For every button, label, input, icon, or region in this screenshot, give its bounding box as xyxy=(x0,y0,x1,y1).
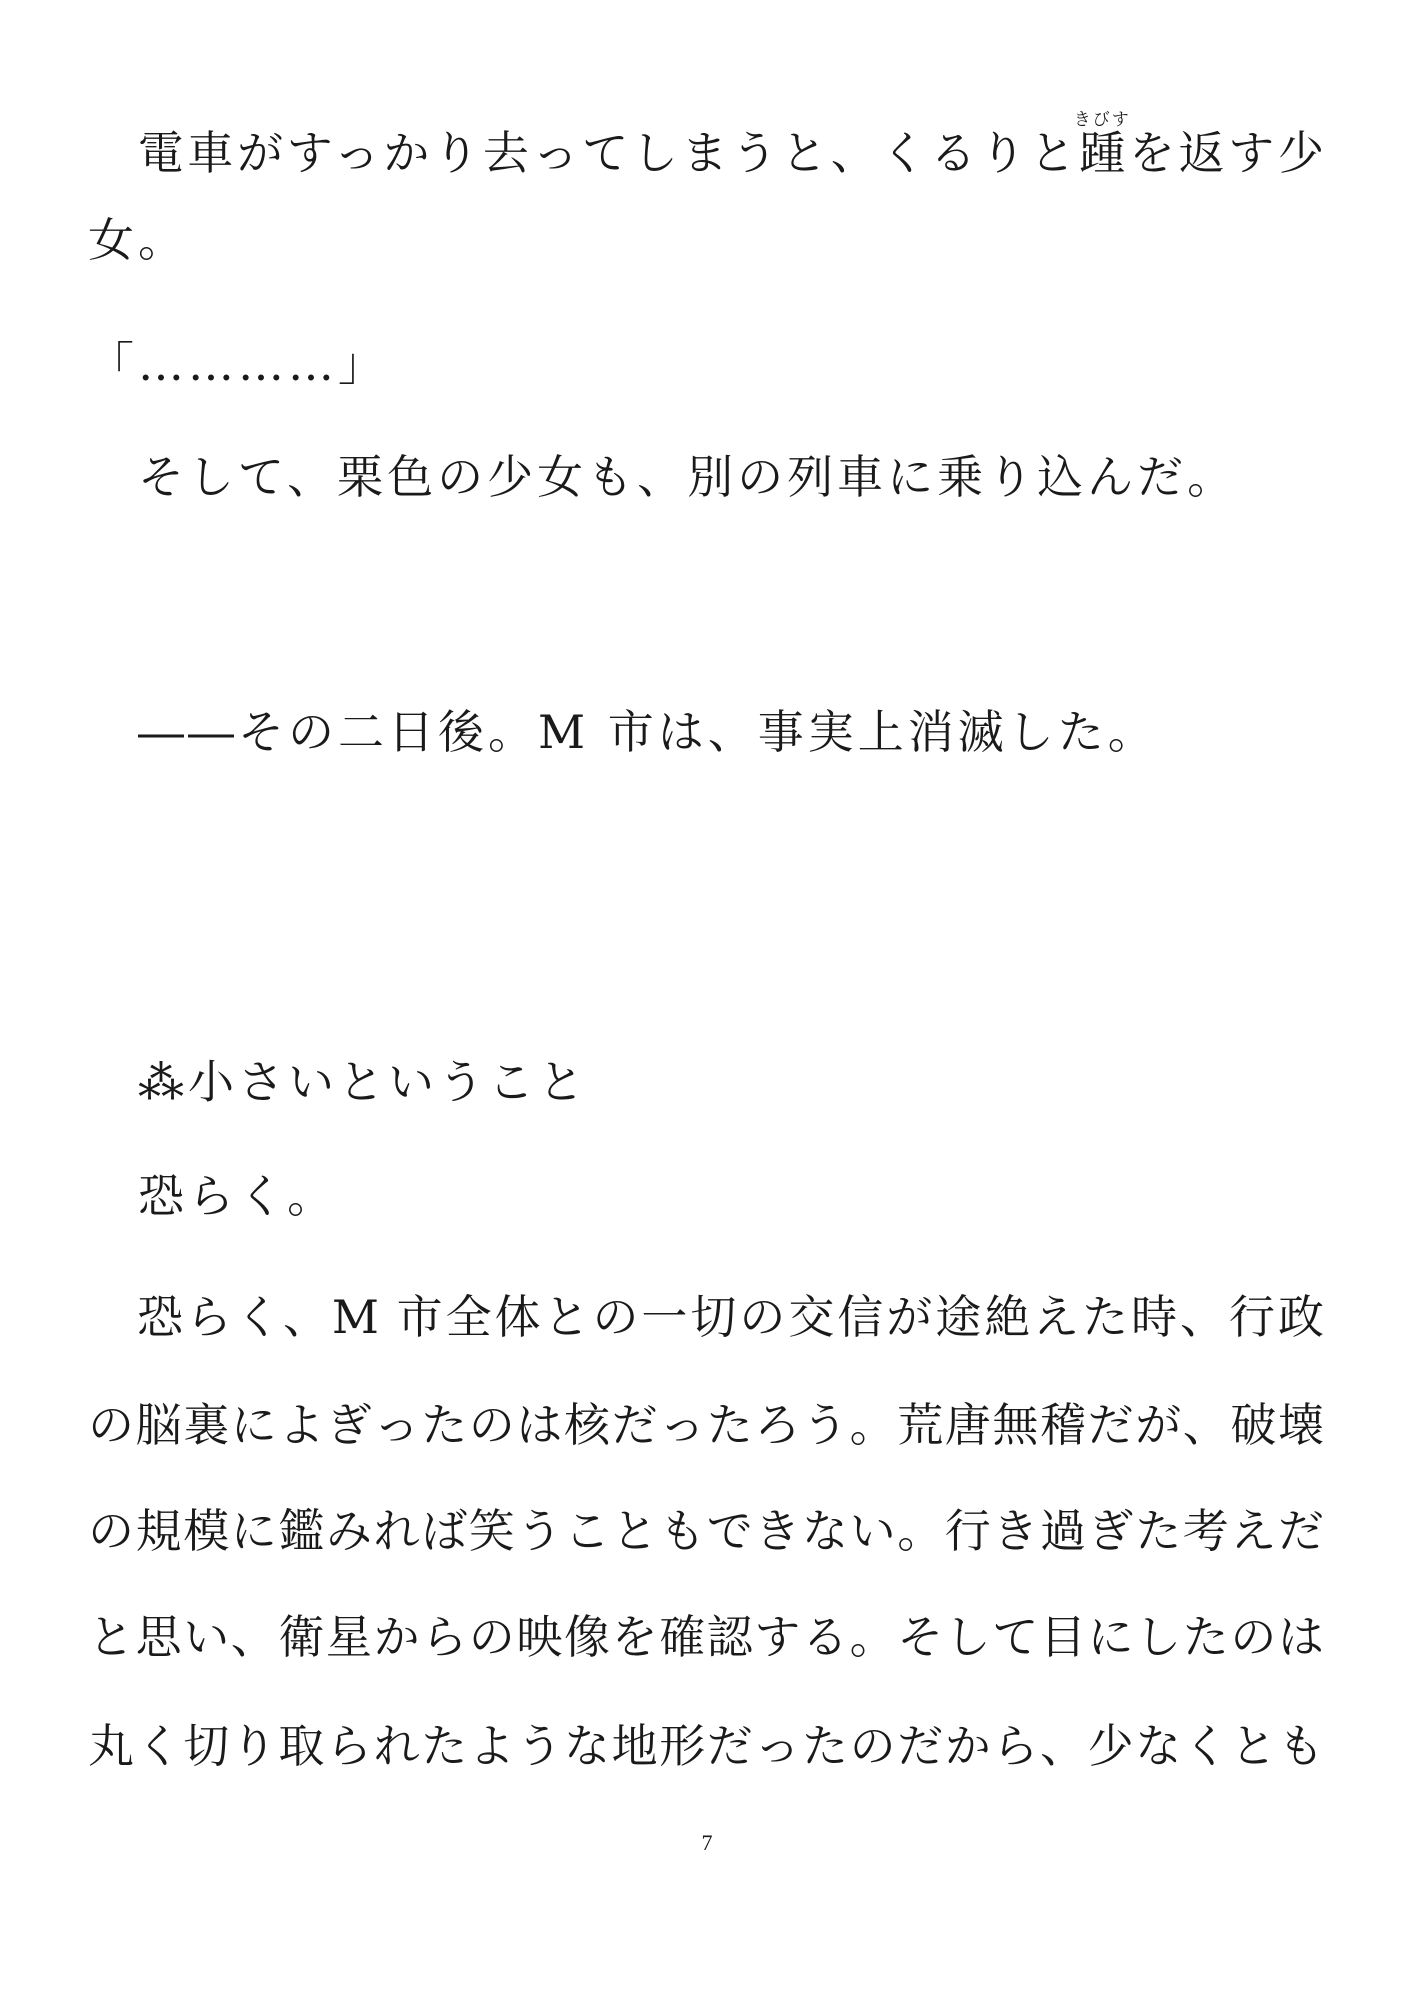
page-number: 7 xyxy=(701,1830,713,1855)
text-segment: を返す少 xyxy=(1125,126,1324,180)
ruby-reading: きびす xyxy=(1073,110,1131,130)
section-heading: ⁂小さいということ xyxy=(88,1055,588,1109)
text-line-1 xyxy=(88,110,1324,183)
text-line-9: の脳裏によぎったのは核だったろう。荒唐無稽だが、破壊 xyxy=(88,1398,1324,1452)
text-line-2: 女。 xyxy=(88,213,188,267)
text-segment: 電車がすっかり去ってしまうと、くるりと xyxy=(88,126,1080,180)
ruby-base: 踵 xyxy=(1073,126,1131,180)
text-line-4: そして、栗色の少女も、別の列車に乗り込んだ。 xyxy=(88,450,1238,504)
ruby-annotation xyxy=(1073,110,1131,180)
text-line-7: 恐らく。 xyxy=(88,1169,338,1223)
text-line-12: 丸く切り取られたような地形だったのだから、少なくとも xyxy=(88,1719,1324,1773)
text-line-8: 恐らく、M 市全体との一切の交信が途絶えた時、行政 xyxy=(88,1290,1324,1344)
text-line-10: の規模に鑑みれば笑うこともできない。行き過ぎた考えだ xyxy=(88,1504,1324,1558)
text-line-5: ――その二日後。M 市は、事実上消滅した。 xyxy=(88,705,1158,759)
text-line-11: と思い、衛星からの映像を確認する。そして目にしたのは xyxy=(88,1610,1324,1664)
text-line-3: 「…………」 xyxy=(88,337,388,391)
